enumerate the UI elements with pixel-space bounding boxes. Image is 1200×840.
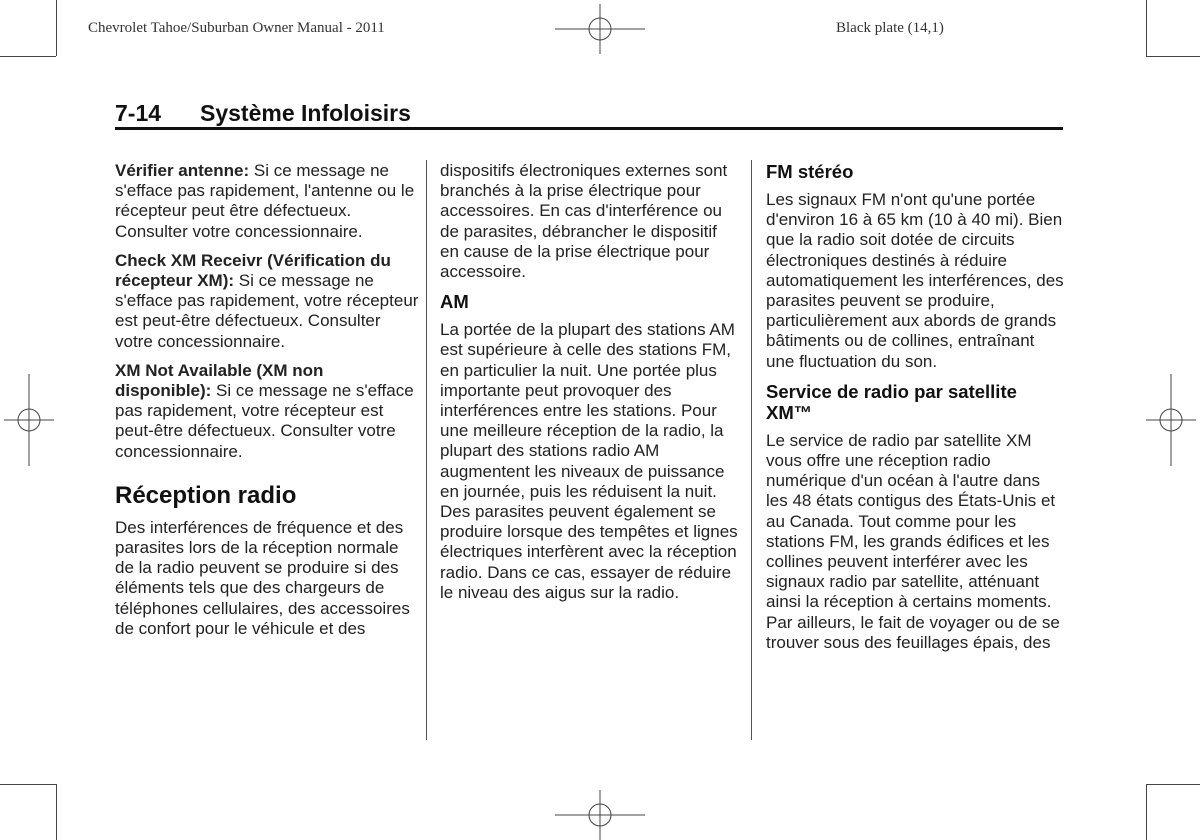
column-3: [766, 161, 1066, 653]
registration-mark-icon: [555, 4, 645, 54]
column-divider: [426, 160, 427, 740]
subsection-heading: AM: [440, 291, 469, 313]
section-heading: Réception radio: [115, 481, 297, 509]
crop-mark: [0, 56, 56, 57]
term-label: XM Not Available (XM non disponible):: [115, 360, 324, 401]
running-header-left: Chevrolet Tahoe/Suburban Owner Manual - 2011: [88, 20, 385, 36]
paragraph: Des interférences de fréquence et des parasites lors de la réception normale de la radio peuvent se produire si des éléments tels que des chargeurs de téléphones cellulaires, des accessoires de confort pour le véhicule et des: [115, 517, 410, 638]
paragraph: dispositifs électroniques externes sont branchés à la prise électrique pour accessoires. En cas d'interférence ou de parasites, débrancher le dispositif en cause de la prise électrique pour accessoire.: [440, 161, 728, 282]
page-number: 7-14: [115, 100, 162, 126]
crop-mark: [56, 0, 57, 56]
paragraph: [115, 361, 420, 462]
crop-mark: [1146, 784, 1147, 840]
column-2: [440, 161, 740, 603]
subsection-heading: FM stéréo: [766, 161, 854, 182]
paragraph-text: Si ce message ne s'efface pas rapidement, votre récepteur est peut-être défectueux. Consulter votre concessionnaire.: [115, 381, 414, 461]
column-divider: [751, 160, 752, 740]
column-1: [115, 161, 420, 639]
term-label: Check XM Receivr (Vérification du récepteur XM):: [115, 250, 391, 291]
term-label: Vérifier antenne:: [115, 161, 250, 180]
paragraph-text: Si ce message ne s'efface pas rapidement, votre récepteur est peut-être défectueux. Consulter votre concessionnaire.: [115, 271, 419, 351]
crop-mark: [1146, 784, 1200, 785]
paragraph: Les signaux FM n'ont qu'une portée d'environ 16 à 65 km (10 à 40 mi). Bien que la radio soit dotée de circuits électroniques destinés à réduire automatiquement les interférences, des parasites peuvent se produire, particulièrement aux abords de grands bâtiments ou de collines, entraînant une fluctuation du son.: [766, 190, 1064, 371]
registration-mark-icon: [1146, 374, 1196, 466]
registration-mark-icon: [4, 374, 54, 466]
crop-mark: [0, 784, 56, 785]
paragraph: Le service de radio par satellite XM vous offre une réception radio numérique d'un océan à l'autre dans les 48 états contigus des États-Unis et au Canada. Tout comme pour les stations FM, les grands édifices et les collines peuvent interférer avec les signaux radio par satellite, atténuant ainsi la réception à certains moments. Par ailleurs, le fait de voyager ou de se trouver sous des feuillages épais, des: [766, 430, 1060, 652]
subsection-heading: Service de radio par satellite XM™: [766, 380, 1017, 423]
paragraph-text: Si ce message ne s'efface pas rapidement, l'antenne ou le récepteur peut être défectueux. Consulter votre concessionnaire.: [115, 161, 415, 241]
paragraph: [115, 161, 420, 242]
crop-mark: [1146, 0, 1147, 56]
crop-mark: [56, 784, 57, 840]
section-title: Système Infoloisirs: [200, 100, 411, 126]
registration-mark-icon: [555, 790, 645, 840]
running-header-right: Black plate (14,1): [836, 20, 944, 36]
paragraph: [115, 251, 420, 352]
crop-mark: [1146, 56, 1200, 57]
heading-rule: [115, 127, 1063, 130]
paragraph: La portée de la plupart des stations AM est supérieure à celle des stations FM, en particulier la nuit. Une portée plus importante peut provoquer des interférences entre les stations. Pour une meilleure réception de la radio, la plupart des stations radio AM augmentent les niveaux de puissance en journée, puis les réduisent la nuit. Des parasites peuvent également se produire lorsque des tempêtes et lignes électriques interfèrent avec la réception radio. Dans ce cas, essayer de réduire le niveau des aigus sur la radio.: [440, 320, 738, 602]
